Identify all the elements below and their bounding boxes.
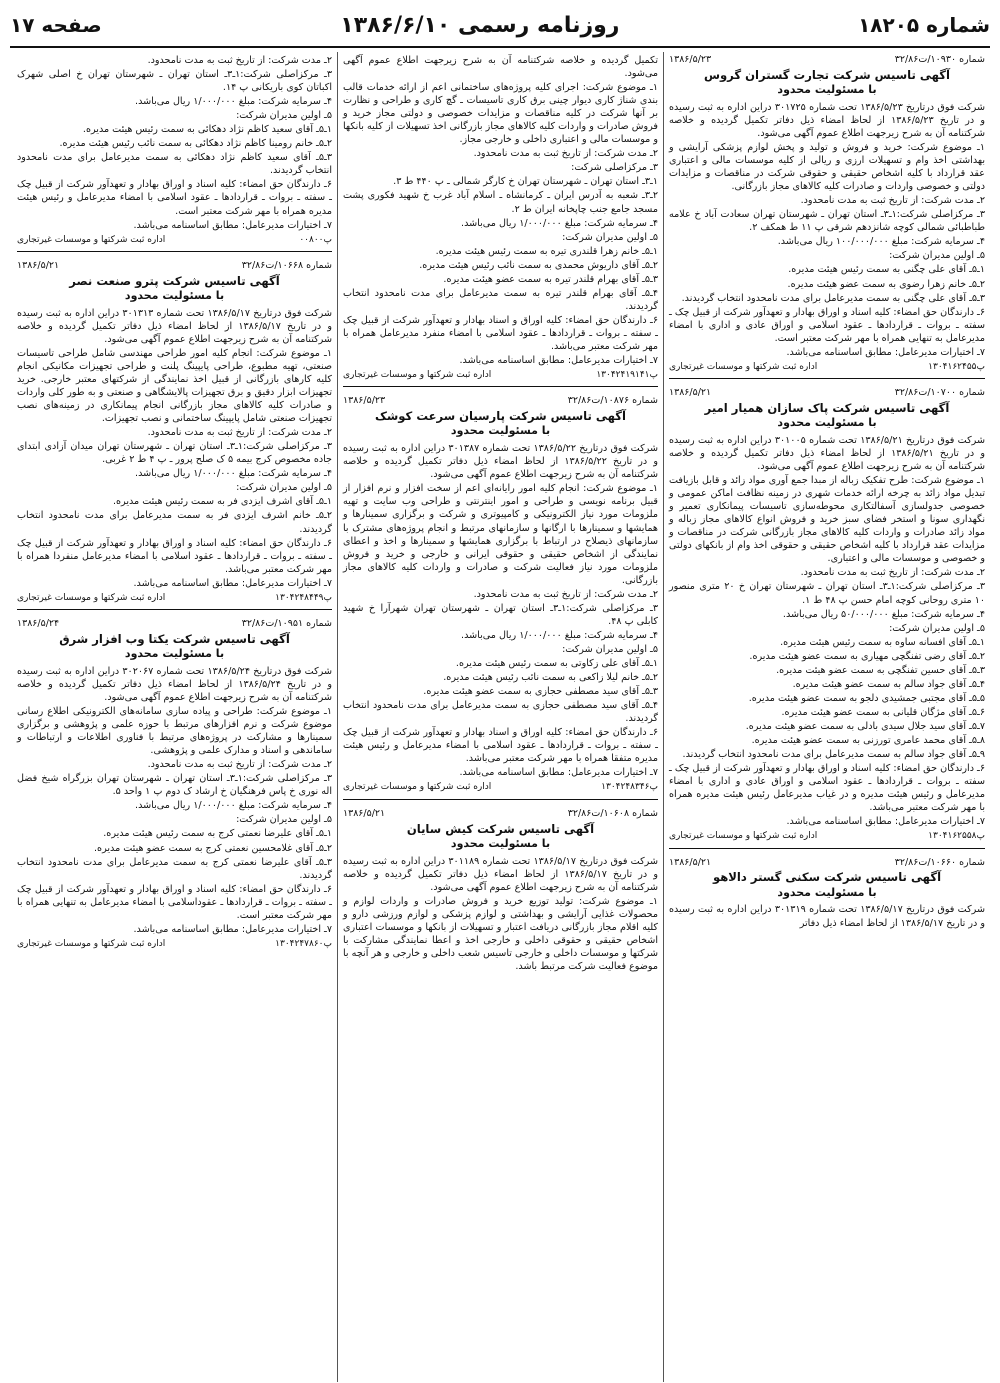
announcement-paragraph: ۲ـ مدت شرکت: از تاریخ ثبت به مدت نامحدود. [800,195,985,207]
announcement-subtitle: با مسئولیت محدود [777,416,877,430]
announcement-paragraph: شرکت فوق درتاریخ ۱۳۸۶/۵/۲۱ تحت شماره ۳۰۱۰۰۵ دراین اداره به ثبت رسیده و در تاریخ ۱۳۸۶/۵/۲۱ از لحاظ امضاء ذیل دفاتر تکمیل گردیده و خلاصه شرکتنامه آن به شرح زیرجهت اطلاع عموم آگهی می‌شود. [669,434,985,473]
announcement-paragraph: ۳ـ۵ـ آقای بهرام قلندر تیره به سمت عضو هیئت مدیره. [443,273,658,285]
newspaper-title: روزنامه رسمی ۱۳۸۶/۶/۱۰ [340,13,620,39]
columns [10,52,990,1382]
announcement-code: پ۱۳۰۴۲۴۸۳۴۶ [601,782,658,793]
announcement-paragraph: ۵ـ اولین مدیران شرکت: [236,110,332,122]
reference-date: ۱۳۸۶/۵/۲۱ [343,807,386,819]
announcement-subtitle: با مسئولیت محدود [777,82,877,96]
column-1 [664,52,990,1382]
reference-number: شماره ۱۰۷۰۰/ت۳۲/۸۶ [894,387,985,399]
announcement-paragraph: ۳ـ۵ـ آقای سعید کاظم نژاد دهکائی به سمت مدیرعامل برای مدت نامحدود انتخاب گردیدند. [17,152,332,177]
column-2 [338,52,664,1382]
announcement-paragraph: شرکت فوق درتاریخ ۱۳۸۶/۵/۲۳ تحت شماره ۳۰۱۷۲۵ دراین اداره به ثبت رسیده و در تاریخ ۱۳۸۶/۵/۲۳ از لحاظ امضاء ذیل دفاتر تکمیل گردیده و خلاصه شرکتنامه آن به شرح زیرجهت اطلاع عموم آگهی می‌شود. [669,101,985,140]
reference-date: ۱۳۸۶/۵/۲۱ [17,259,60,271]
announcement-paragraph: ۵ـ اولین مدیران شرکت: [562,231,658,243]
reference-number: شماره ۱۰۹۵۱/ت۳۲/۸۶ [241,617,332,629]
announcement-paragraph: ۲ـ مدت شرکت: از تاریخ ثبت به مدت نامحدود. [473,588,658,600]
announcement-footer [669,361,985,373]
announcement-paragraph: ۶ـ دارندگان حق امضاء: کلیه اسناد و اوراق بهادار و تعهدآور شرکت از قبیل چک ـ سفته ـ بروات ـ قراردادها ـ عقود اسلامی و اوراق عادی و اداری با امضاء مدیرعامل به تنهایی همراه با مهر شرکت معتبر است. [669,306,985,344]
announcement-code: پ۱۳۰۴۱۶۲۴۵۵ [928,361,985,372]
announcement-paragraph: شرکت فوق درتاریخ ۱۳۸۶/۵/۲۴ تحت شماره ۳۰۲۰۶۷ دراین اداره به ثبت رسیده و در تاریخ ۱۳۸۶/۵/۲۴ از لحاظ امضاء ذیل دفاتر تکمیل گردیده و خلاصه شرکتنامه آن به شرح زیرجهت اطلاع عموم آگهی می‌شود. [17,665,332,703]
announcement-reference [669,387,985,400]
announcement-paragraph: ۵ـ۵ـ آقای مجتبی جمشیدی دلجو به سمت عضو هیئت مدیره. [748,692,985,704]
announcement-code: پ۱۳۰۴۲۴۱۹۱۴۱ [596,370,658,381]
announcement-paragraph: ۶ـ دارندگان حق امضاء: کلیه اوراق و اسناد بهادار و تعهدآور شرکت از قبیل چک ـ سفته ـ بروات ـ قراردادها ـ عقود اسلامی با امضاء منفرد مدیرعامل همراه با مهر شرکت معتبر می‌باشد. [343,314,658,352]
announcement-paragraph: ۱ـ۵ـ آقای علیرضا نعمتی کرج به سمت رئیس هیئت مدیره. [103,828,332,840]
announcement-paragraph: ۳ـ مرکزاصلی شرکت:۱ـ۳ـ استان تهران ـ شهرستان تهران خ ۲۰ متری منصور ۱۰ متری روحانی کوچه امام حسن پ ۴۸ ط ۱. [669,581,985,606]
announcement-subtitle: با مسئولیت محدود [777,885,877,899]
announcement-paragraph: ۲ـ۵ـ آقای غلامحسین نعمتی کرج به سمت عضو هیئت مدیره. [94,842,332,854]
reference-number: شماره ۱۰۸۷۶/ت۳۲/۸۶ [567,395,658,407]
announcement-paragraph: ۱ـ موضوع شرکت: انجام کلیه امور رایانه‌ای اعم از سخت افزار و نرم افزار از قبیل برنامه نویسی و طراحی و امور اینترنتی و طراحی وب سایت و تهیه ملزومات مورد نیاز الکترونیکی و کامپیوتری و شرکت و برگزاری سمینارها و همایشها و سمینارها با ارگانها و سازمانهای مرتبط و انجام پروژه‌های مشترک با سازمانهای ذیصلاح در ارتباط با برگزاری همایشها و سمینارها و اخذ و اعطای نمایندگی از اشخاص حقیقی و حقوقی ایرانی و خارجی و خرید و فروش ملزومات مورد نیاز فعالیت شرکت و صادرات و واردات کلیه کالاهای مجاز بازرگانی. [343,483,658,586]
announcement-reference [17,618,332,631]
announcement-reference [343,395,658,408]
announcement-paragraph: ۳ـ۵ـ آقای علیرضا نعمتی کرج به سمت مدیرعامل برای مدت نامحدود انتخاب گردیدند. [17,856,332,881]
announcement-title: آگهی تاسیس شرکت پترو صنعت نصر [69,273,280,288]
announcement-paragraph: ۳ـ۵ـ آقای سید مصطفی حجازی به سمت عضو هیئت مدیره. [423,686,658,698]
announcement-paragraph: ۴ـ سرمایه شرکت: مبلغ ۱/۰۰۰/۰۰۰ ریال می‌باشد. [461,217,658,229]
announcement-paragraph: ۶ـ دارندگان حق امضاء: کلیه اسناد و اوراق بهادار و تعهدآور شرکت از قبیل چک ـ سفته ـ بروات ـ قراردادها ـ عقود اسلامی و اوراق عادی و اداری با امضاء مدیرعامل و رئیس هیئت مدیره و در غیاب مدیرعامل رئیس هیئت مدیره همراه با مهر شرکت معتبر می‌باشد. [669,763,985,814]
announcement-subtitle: با مسئولیت محدود [124,288,225,302]
announcement-paragraph: شرکت فوق درتاریخ ۱۳۸۶/۵/۱۷ تحت شماره ۳۰۱۳۱۹ دراین اداره به ثبت رسیده و در تاریخ ۱۳۸۶/۵/۱۷ از لحاظ امضاء ذیل دفاتر [669,904,985,929]
registry-office: اداره ثبت شرکتها و موسسات غیرتجاری [17,938,166,949]
announcement-paragraph: ۵ـ اولین مدیران شرکت: [236,814,332,826]
reference-date: ۱۳۸۶/۵/۲۴ [17,617,60,629]
announcement-paragraph: ۶ـ دارندگان حق امضاء: کلیه اسناد و اوراق بهادار و تعهدآور شرکت از قبیل چک ـ سفته ـ بروات ـ قراردادها ـ عقوداسلامی با امضاء مدیرعامل به تنهایی همراه با مهر شرکت معتبر است. [17,883,332,921]
announcement-paragraph: ۱ـ۳ـ استان تهران ـ شهرستان تهران خ کارگر شمالی ـ پ ۴۴۰ ط ۳. [393,176,658,188]
registry-office: اداره ثبت شرکتها و موسسات غیرتجاری [17,234,166,245]
announcement-subtitle: با مسئولیت محدود [124,646,225,660]
announcement-paragraph: ۴ـ سرمایه شرکت: مبلغ ۱/۰۰۰/۰۰۰ ریال می‌باشد. [135,468,332,480]
reference-number: شماره ۱۰۹۳۰/ت۳۲/۸۶ [894,54,985,65]
announcement-paragraph: ۴ـ۵ـ آقای بهرام قلندر تیره به سمت مدیرعامل برای مدت نامحدود انتخاب گردیدند. [343,287,658,312]
announcement [17,52,332,252]
reference-date: ۱۳۸۶/۵/۲۳ [669,54,712,65]
announcement-paragraph: ۳ـ مرکزاصلی شرکت:۱ـ۳ـ استان تهران ـ شهرستان تهران میدان آزادی ابتدای جاده مخصوص کرج بیمه ۵ ک صلح پرور ـ پ ۴ ط ۲ غربی. [17,441,332,466]
announcement-paragraph: ۱ـ موضوع شرکت: طرح تفکیک زباله از مبدا جمع آوری مواد زائد و قابل بازیافت تبدیل مواد زائد به چرخه ارائه خدمات شهری در زمینه نظافت اماکن عمومی و خصوصی جدولسازی آسفالتکاری محوطه‌سازی تاسیسات پیمانکاری تعمیر و نگهداری سونا و استخر فضای سبز خرید و فروش انواع کالاهای مجاز زباله و مواد زائد صادرات و واردات کلیه کالاهای مجاز بازرگانی شرکت در مناقصات و مزایدات عقد قرارداد با کلیه اشخاص حقیقی و حقوقی اخذ وام از بانکهای دولتی و خصوصی و موسسات مالی و اعتباری. [669,475,985,565]
announcement-paragraph: ۶ـ دارندگان حق امضاء: کلیه اسناد و اوراق بهادار و تعهدآور شرکت از قبیل چک ـ سفته ـ بروات ـ قراردادها ـ عقود اسلامی با امضاء مدیرعامل و رئیس هیئت مدیره همراه با مهر شرکت معتبر است. [17,179,332,217]
announcement-paragraph: ۱ـ۵ـ آقای سعید کاظم نژاد دهکائی به سمت رئیس هیئت مدیره. [82,124,332,136]
announcement-paragraph: ۷ـ اختیارات مدیرعامل: مطابق اساسنامه می‌باشد. [786,816,985,828]
announcement-title: آگهی تاسیس شرکت پارسیان سرعت کوشک [375,409,626,424]
announcement-reference [669,857,985,870]
announcement-paragraph: ۱ـ۵ـ آقای افسانه ساوه به سمت رئیس هیئت مدیره. [780,636,985,648]
announcement-paragraph: ۱ـ موضوع شرکت: انجام کلیه امور طراحی مهندسی شامل طراحی تاسیسات صنعتی، تهیه مطبوع، طراحی پایپینگ پلنت و طراحی تجهیزات مکانیکی انجام کلیه کارهای بازرگانی از قبیل اخذ نمایندگی از شرکتهای معتبر خارجی. خرید تجهیزات ابزار دقیق و برق تجهیزات پالایشگاهی و صنعتی و به طور کلی واردات و صادرات کلیه کالاهای مجاز بازرگانی انجام پیمانکاری در زمینه‌های نصب تجهیزات صنعتی شامل پایپینگ ساختمانی و نصب تجهیزات. [17,347,332,425]
announcement-paragraph: ۲ـ۵ـ آقای داریوش محمدی به سمت نائب رئیس هیئت مدیره. [419,259,658,271]
reference-number: شماره ۱۰۶۶۰/ت۳۲/۸۶ [894,856,985,868]
reference-date: ۱۳۸۶/۵/۲۱ [669,387,712,399]
announcement-paragraph: ۲ـ۵ـ آقای رضی تفنگچی مهیاری به سمت عضو هیئت مدیره. [749,650,985,662]
announcement-code: پ۱۳۰۴۲۴۸۴۴۹ [275,592,332,603]
announcement-paragraph: ۳ـ۵ـ آقای علی چگنی به سمت مدیرعامل برای مدت نامحدود انتخاب گردیدند. [681,292,985,304]
announcement-paragraph: ۴ـ سرمایه شرکت: مبلغ ۱۰۰/۰۰۰/۰۰۰ ریال می‌باشد. [777,236,985,248]
issue-number: شماره ۱۸۲۰۵ [858,13,990,38]
announcement [669,52,985,379]
announcement [669,855,985,936]
announcement-footer [669,830,985,842]
announcement-paragraph: ۷ـ اختیارات مدیرعامل: مطابق اساسنامه می‌باشد. [459,355,658,367]
announcement-footer [17,938,332,950]
announcement-paragraph: ۵ـ اولین مدیران شرکت: [562,643,658,655]
announcement-paragraph: ۶ـ۵ـ آقای مژگان قلیانی به سمت عضو هیئت مدیره. [781,706,985,718]
announcement-title: آگهی تاسیس شرکت یکتا وب افزار شرق [59,631,290,646]
announcement-footer [343,369,658,381]
announcement [343,393,658,799]
announcement [343,52,658,387]
announcement-footer [17,234,332,246]
announcement-paragraph: ۶ـ دارندگان حق امضاء: کلیه اسناد و اوراق بهادار و تعهدآور شرکت از قبیل چک ـ سفته ـ بروات ـ قراردادها ـ عقود اسلامی با امضاء مدیرعامل منفردا همراه با مهر شرکت معتبر می‌باشد. [17,537,332,575]
registry-office: اداره ثبت شرکتها و موسسات غیرتجاری [343,370,492,381]
announcement-code: پ۱۳۰۴۲۴۷۸۶۰ [275,938,332,949]
registry-office: اداره ثبت شرکتها و موسسات غیرتجاری [343,782,492,793]
announcement-reference [343,808,658,821]
announcement-paragraph: ۷ـ اختیارات مدیرعامل: مطابق اساسنامه می‌باشد. [133,219,332,231]
announcement-title: آگهی تاسیس شرکت سکنی گستر دالاهو [712,870,942,885]
announcement-paragraph: ۳ـ مرکزاصلی شرکت: [571,162,658,174]
announcement-paragraph: ۹ـ۵ـ آقای جواد سالم به سمت مدیرعامل برای مدت نامحدود انتخاب گردیدند. [682,749,985,761]
announcement-paragraph: ۱ـ۵ـ آقای علی زکاوتی به سمت رئیس هیئت مدیره. [455,657,658,669]
announcement-paragraph: ۳ـ۵ـ آقای حسین تفنگچی به سمت عضو هیئت مدیره. [776,664,985,676]
announcement-paragraph: ۴ـ۵ـ آقای جواد سالم به سمت عضو هیئت مدیره. [792,678,985,690]
announcement [669,385,985,849]
announcement-paragraph: ۱ـ۵ـ خانم زهرا قلندری تیره به سمت رئیس هیئت مدیره. [435,245,658,257]
announcement-paragraph: ۲ـ۵ـ خانم اشرف ایزدی فر به سمت مدیرعامل برای مدت نامحدود انتخاب گردیدند. [17,510,332,535]
announcement-title: آگهی تاسیس شرکت تجارت گستران گروس [703,67,951,82]
announcement-title: آگهی تاسیس شرکت پاک سازان همیار امیر [704,400,950,415]
registry-office: اداره ثبت شرکتها و موسسات غیرتجاری [17,592,166,603]
reference-number: شماره ۱۰۶۰۸/ت۳۲/۸۶ [567,807,658,819]
announcement-paragraph: ۲ـ۵ـ خانم زهرا رضوی به سمت عضو هیئت مدیره. [787,278,985,290]
announcement-paragraph: ۲ـ۵ـ خانم رومینا کاظم نژاد دهکائی به سمت نائب رئیس هیئت مدیره. [59,138,332,150]
announcement-paragraph: ۷ـ۵ـ آقای سید جلال سیدی بادلی به سمت عضو هیئت مدیره. [745,720,985,732]
announcement-paragraph: ۱ـ موضوع شرکت: اجرای کلیه پروژه‌های ساختمانی اعم از ارائه خدمات قالب بندی شناژ کاری دیوار چینی برق کاری تاسیسات ـ گچ کاری و طراحی و نظارت بر آنها شرکت در کلیه مناقصات و مزایدات خصوصی و دولتی مجاز خرید و فروش صادرات و واردات کلیه کالاهای مجاز بازرگانی اخذ تسهیلات از کلیه بانکها و موسسات مالی و اعتباری داخلی و خارجی مجاز. [343,82,658,146]
announcement-paragraph: ۳ـ مرکزاصلی شرکت:۱ـ۳ـ استان تهران ـ شهرستان تهران بزرگراه شیخ فضل اله نوری خ پاس فرهنگیان خ ارشاد ک دوم پ ۱ واحد ۵. [17,773,332,798]
announcement-reference [17,260,332,273]
announcement-paragraph: ۵ـ اولین مدیران شرکت: [889,622,985,634]
announcement-paragraph: ۶ـ دارندگان حق امضاء: کلیه اوراق و اسناد بهادار و تعهدآور شرکت از قبیل چک ـ سفته ـ بروات ـ قراردادها ـ عقود اسلامی با امضاء مدیرعامل و رئیس هیئت مدیره متفقا همراه با مهر شرکت معتبر می‌باشد. [343,727,658,765]
page-number: صفحه ۱۷ [10,13,102,38]
announcement-paragraph: ۱ـ موضوع شرکت: طراحی و پیاده سازی سامانه‌های الکترونیکی اطلاع رسانی موضوع شرکت و نرم افزارهای مرتبط با حوزه علمی و پژوهشی و برگزاری سمینارها و مشارکت در پروژه‌های مرتبط با فناوری اطلاعات و ارتباطات و ساماندهی و اسناد و مدارک علمی و پژوهشی. [17,706,332,757]
announcement-paragraph: ۵ـ اولین مدیران شرکت: [236,482,332,494]
announcement-subtitle: با مسئولیت محدود [450,836,551,850]
registry-office: اداره ثبت شرکتها و موسسات غیرتجاری [669,831,818,842]
announcement-paragraph: ۸ـ۵ـ آقای محمد عامری تورزنی به سمت عضو هیئت مدیره. [751,735,985,746]
announcement-paragraph: ۴ـ سرمایه شرکت: مبلغ ۱/۰۰۰/۰۰۰ ریال می‌باشد. [135,96,332,108]
announcement-code: پ۰۰۸۰۰ [299,234,332,245]
announcement-paragraph: ۴ـ سرمایه شرکت: مبلغ ۱/۰۰۰/۰۰۰ ریال می‌باشد. [135,800,332,812]
announcement-paragraph: ۲ـ۵ـ خانم لیلا زاکعی به سمت نائب رئیس هیئت مدیره. [443,672,658,684]
announcement [17,258,332,610]
registry-office: اداره ثبت شرکتها و موسسات غیرتجاری [669,361,818,372]
announcement-subtitle: با مسئولیت محدود [450,424,551,438]
announcement-paragraph: ۲ـ مدت شرکت: از تاریخ ثبت به مدت نامحدود. [800,567,985,579]
announcement-paragraph: ۲ـ مدت شرکت: از تاریخ ثبت به مدت نامحدود. [147,759,332,771]
announcement-footer [17,592,332,604]
announcement-paragraph: ۱ـ۵ـ آقای علی چگنی به سمت رئیس هیئت مدیره. [788,264,985,276]
announcement-paragraph: ۷ـ اختیارات مدیرعامل: مطابق اساسنامه می‌باشد. [786,346,985,358]
announcement-paragraph: ۷ـ اختیارات مدیرعامل: مطابق اساسنامه می‌باشد. [133,577,332,589]
announcement-paragraph: شرکت فوق درتاریخ ۱۳۸۶/۵/۱۷ تحت شماره ۳۰۱۱۸۹ دراین اداره به ثبت رسیده و در تاریخ ۱۳۸۶/۵/۱۷ از لحاظ امضاء ذیل دفاتر تکمیل گردیده و خلاصه شرکتنامه آن به شرح زیرجهت اطلاع عموم آگهی می‌شود. [343,855,658,893]
reference-date: ۱۳۸۶/۵/۲۱ [669,856,712,868]
announcement-paragraph: ۱ـ موضوع شرکت: تولید توزیع خرید و فروش صادرات و واردات لوازم و محصولات غذایی آرایشی و بهداشتی و لوازم پزشکی و لوازم ورزشی دارو و کلیه اقلام مجاز بازرگانی دریافت اعتبار و تسهیلات از بانکها و موسسات اعتباری اشخاص حقیقی و حقوقی داخلی و خارجی اخذ و اعطا نمایندگی مشارکت با شرکتها و موسسات داخلی و خارجی تاسیس شعب داخلی و خارجی و هر آنچه با موضوع فعالیت شرکت مرتبط باشد. [343,895,658,972]
reference-date: ۱۳۸۶/۵/۲۳ [343,395,386,407]
announcement-paragraph: ۳ـ مرکزاصلی شرکت:۱ـ۳ـ استان تهران ـ شهرستان تهران شهرآرا خ شهید کابلی پ ۴۸. [343,602,658,627]
announcement-paragraph: تکمیل گردیده و خلاصه شرکتنامه آن به شرح زیرجهت اطلاع عموم آگهی می‌شود. [343,55,658,80]
announcement-paragraph: ۱ـ موضوع شرکت: خرید و فروش و تولید و پخش لوازم پزشکی آرایشی و بهداشتی اخذ وام و تسهیلات ارزی و ریالی از کلیه موسسات مالی و اعتباری عقد قرارداد با کلیه اشخاص حقیقی و حقوقی شرکت در مناقصات و مزایدات دولتی و خصوصی واردات و صادرات کلیه کالاهای مجاز بازرگانی. [669,142,985,193]
page-header [10,6,990,48]
announcement-paragraph: ۱ـ۵ـ آقای اشرف ایزدی فر به سمت رئیس هیئت مدیره. [112,496,332,508]
announcement-paragraph: شرکت فوق درتاریخ ۱۳۸۶/۵/۱۷ تحت شماره ۳۰۱۳۱۳ دراین اداره به ثبت رسیده و در تاریخ ۱۳۸۶/۵/۱۷ از لحاظ امضاء ذیل دفاتر تکمیل گردیده و خلاصه شرکتنامه آن به شرح زیرجهت اطلاع عموم آگهی می‌شود. [17,307,332,345]
announcement-title: آگهی تاسیس شرکت کیش سایان [406,821,595,836]
announcement [17,616,332,955]
announcement-paragraph: ۴ـ سرمایه شرکت: مبلغ ۵۰/۰۰۰/۰۰۰ ریال می‌باشد. [782,608,985,620]
announcement-paragraph: ۲ـ مدت شرکت: از تاریخ ثبت به مدت نامحدود. [147,55,332,66]
announcement-code: پ۱۳۰۴۱۶۲۵۵۸ [928,831,985,842]
announcement-paragraph: ۳ـ مرکزاصلی شرکت:۱ـ۳ـ استان تهران ـ شهرستان تهران سعادت آباد خ علامه طباطبائی شمالی کوچه شانزدهم شرقی پ ۱۱ ط همکف ۲. [669,209,985,234]
announcement-paragraph: ۲ـ مدت شرکت: از تاریخ ثبت به مدت نامحدود. [473,148,658,160]
announcement-paragraph: شرکت فوق درتاریخ ۱۳۸۶/۵/۲۲ تحت شماره ۳۰۱۳۸۷ دراین اداره به ثبت رسیده و در تاریخ ۱۳۸۶/۵/۲۲ از لحاظ امضاء ذیل دفاتر تکمیل گردیده و خلاصه شرکتنامه آن به شرح زیرجهت اطلاع عموم آگهی می‌شود. [343,443,658,481]
announcement-paragraph: ۷ـ اختیارات مدیرعامل: مطابق اساسنامه می‌باشد. [133,923,332,935]
announcement-footer [343,781,658,793]
announcement-paragraph: ۴ـ سرمایه شرکت: مبلغ ۱/۰۰۰/۰۰۰ ریال می‌باشد. [461,629,658,641]
announcement [343,806,658,979]
announcement-paragraph: ۵ـ اولین مدیران شرکت: [889,250,985,262]
announcement-paragraph: ۷ـ اختیارات مدیرعامل: مطابق اساسنامه می‌باشد. [459,767,658,779]
announcement-paragraph: ۲ـ مدت شرکت: از تاریخ ثبت به مدت نامحدود. [147,427,332,439]
announcement-paragraph: ۲ـ۳ـ شعبه به آدرس ایران ـ کرمانشاه ـ اسلام آباد غرب خ شهید فکوری پشت مسجد جامع جنب چاپخانه ایران ط ۲. [343,190,658,215]
announcement-reference [669,54,985,67]
reference-number: شماره ۱۰۶۶۸/ت۳۲/۸۶ [241,259,332,271]
announcement-paragraph: ۴ـ۵ـ آقای سید مصطفی حجازی به سمت مدیرعامل برای مدت نامحدود انتخاب گردیدند. [343,700,658,725]
column-3 [12,52,338,1382]
announcement-paragraph: ۳ـ مرکزاصلی شرکت:۱ـ۳ـ استان تهران ـ شهرستان تهران خ اصلی شهرک اکباتان کوی باریکانی پ ۱۴. [17,69,332,94]
